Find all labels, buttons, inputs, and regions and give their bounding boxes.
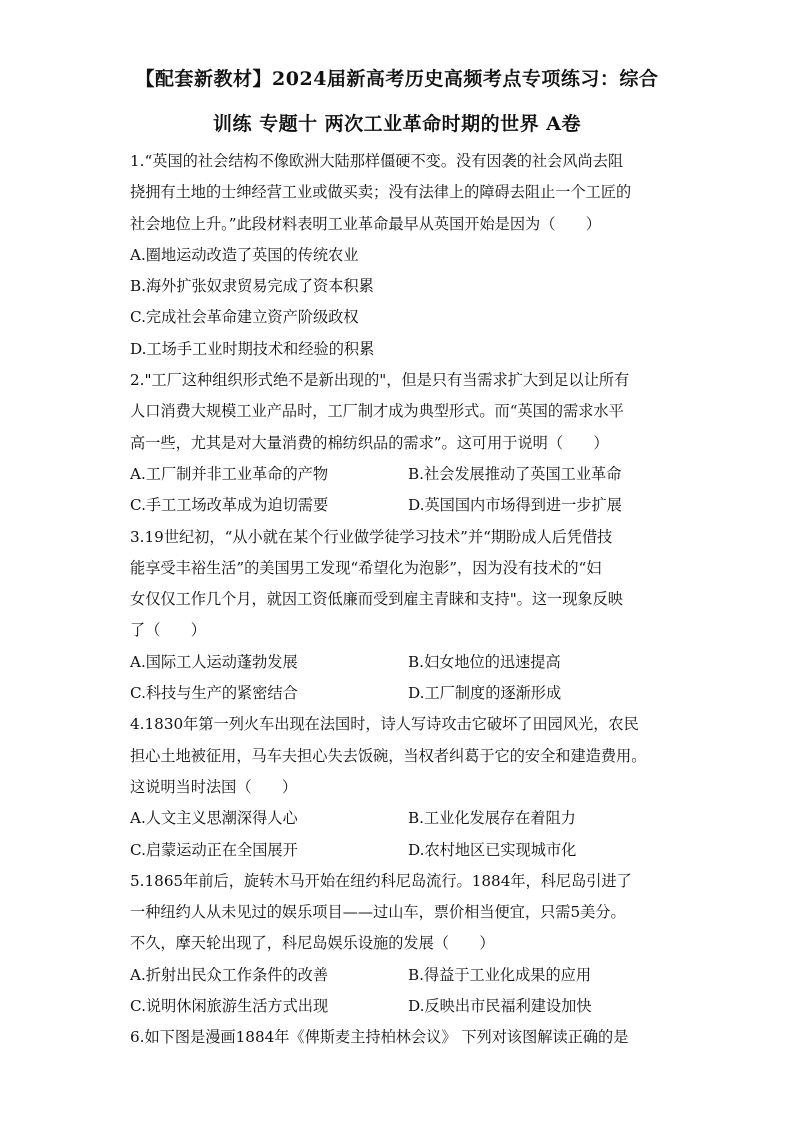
option-b: B.得益于工业化成果的应用 (408, 965, 592, 984)
option-a: A.国际工人运动蓬勃发展 (130, 652, 298, 671)
option-b: B.妇女地位的迅速提高 (408, 652, 561, 671)
document-title-line-2: 训练 专题十 两次工业革命时期的世界 A卷 (212, 113, 582, 135)
option-d: D.反映出市民福利建设加快 (408, 997, 592, 1016)
option-a: A.工厂制并非工业革命的产物 (130, 464, 329, 483)
document-title-line-1: 【配套新教材】2024届新高考历史高频考点专项练习：综合 (135, 68, 659, 90)
option-row (130, 459, 670, 490)
question-stem-line: 这说明当时法国（ ） (130, 777, 298, 796)
option-row (130, 835, 670, 866)
question-stem-line: 挠拥有土地的士绅经营工业或做买卖；没有法律上的障碍去阻止一个工匠的 (130, 183, 632, 202)
option-row (130, 490, 670, 521)
question-3 (130, 522, 670, 710)
option-row (130, 803, 670, 834)
question-stem-line: 了（ ） (130, 621, 206, 640)
question-stem-line: 2."工厂这种组织形式绝不是新出现的"，但是只有当需求扩大到足以让所有 (130, 371, 630, 390)
question-stem-line: 5.1865年前后，旋转木马开始在纽约科尼岛流行。1884年，科尼岛引进了 (130, 871, 632, 890)
option-row (130, 960, 670, 991)
option-b: B.社会发展推动了英国工业革命 (408, 464, 622, 483)
question-stem-line: 3.19世纪初，“从小就在某个行业做学徒学习技术”并“期盼成人后凭借技 (130, 527, 613, 546)
question-6 (130, 1022, 670, 1053)
question-stem-line: 不久，摩天轮出现了，科尼岛娱乐设施的发展（ ） (130, 934, 495, 953)
question-stem-line: 能享受丰裕生活”的美国男工发现“希望化为泡影”，因为没有技术的“妇 (130, 558, 602, 577)
option-c: C.启蒙运动正在全国展开 (130, 840, 298, 859)
question-stem-line: 女仅仅工作几个月，就因工资低廉而受到雇主青睐和支持"。这一现象反映 (130, 590, 623, 609)
option-d: D.英国国内市场得到进一步扩展 (408, 496, 622, 515)
option-c: C.手工工场改革成为迫切需要 (130, 496, 329, 515)
option-row (130, 991, 670, 1022)
question-stem-line: 6.如下图是漫画1884年《俾斯麦主持柏林会议》 下列对该图解读正确的是 (130, 1028, 629, 1047)
option-c: C.完成社会革命建立资产阶级政权 (130, 308, 359, 327)
option-b: B.工业化发展存在着阻力 (408, 809, 576, 828)
option-d: D.工厂制度的逐渐形成 (408, 684, 562, 703)
question-4 (130, 709, 670, 865)
question-5 (130, 866, 670, 1022)
question-2 (130, 365, 670, 521)
option-a: A.人文主义思潮深得人心 (130, 809, 298, 828)
option-d: D.农村地区已实现城市化 (408, 840, 577, 859)
question-stem-line: 一种纽约人从未见过的娱乐项目——过山车，票价相当便宜，只需5美分。 (130, 903, 626, 922)
option-b: B.海外扩张奴隶贸易完成了资本积累 (130, 277, 374, 296)
option-d: D.工场手工业时期技术和经验的积累 (130, 339, 375, 358)
question-stem-line: 担心土地被征用，马车夫担心失去饭碗，当权者纠葛于它的安全和建造费用。 (130, 746, 647, 765)
option-c: C.说明休闲旅游生活方式出现 (130, 997, 329, 1016)
question-stem-line: 人口消费大规模工业产品时，工厂制才成为典型形式。而“英国的需求水平 (130, 402, 624, 421)
option-a: A.折射出民众工作条件的改善 (130, 965, 329, 984)
option-row (130, 678, 670, 709)
question-stem-line: 社会地位上升。”此段材料表明工业革命最早从英国开始是因为（ ） (130, 214, 601, 233)
question-list (130, 146, 670, 1054)
option-c: C.科技与生产的紧密结合 (130, 684, 298, 703)
question-1 (130, 146, 670, 365)
question-stem-line: 1.“英国的社会结构不像欧洲大陆那样僵硬不变。没有因袭的社会风尚去阻 (130, 152, 624, 170)
question-stem-line: 4.1830年第一列火车出现在法国时，诗人写诗攻击它破坏了田园风光，农民 (130, 715, 639, 734)
question-stem-line: 高一些，尤其是对大量消费的棉纺织品的需求”。这可用于说明（ ） (130, 433, 609, 452)
option-row (130, 647, 670, 678)
option-a: A.圈地运动改造了英国的传统农业 (130, 245, 359, 264)
